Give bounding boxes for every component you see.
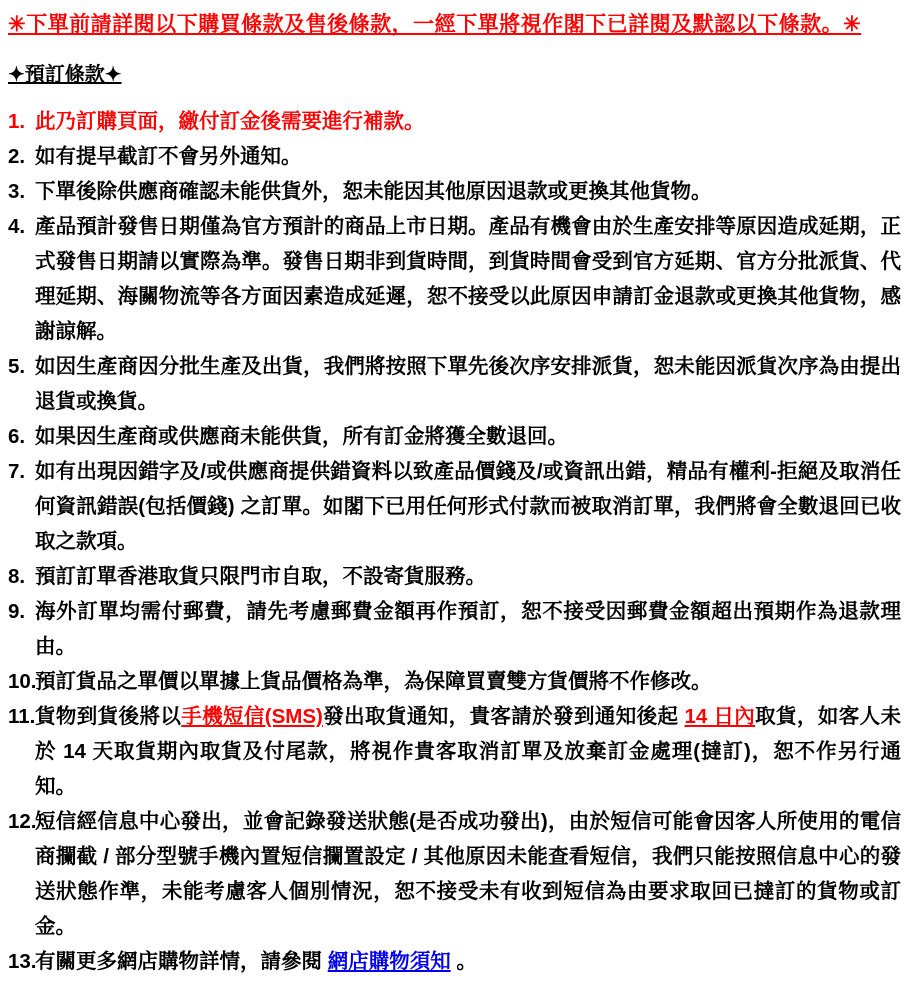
term-segment: 。 [450, 950, 477, 973]
term-number: 5. [8, 355, 26, 378]
term-text [35, 174, 901, 209]
term-item [8, 559, 901, 594]
term-item [8, 944, 901, 979]
term-segment: 有關更多網店購物詳情，請參閱 [35, 950, 328, 973]
term-segment: 下單後除供應商確認未能供貨外，恕未能因其他原因退款或更換其他貨物。 [35, 180, 712, 203]
term-item [8, 139, 901, 174]
term-text [35, 664, 901, 699]
term-segment: 如因生產商因分批生產及出貨，我們將按照下單先後次序安排派貨，恕未能因派貨次序為由提出退貨或換貨。 [35, 355, 901, 413]
term-number: 10. [8, 670, 37, 693]
term-number: 2. [8, 145, 26, 168]
term-number: 1. [8, 110, 26, 133]
term-number: 11. [8, 705, 36, 728]
term-item [8, 664, 901, 699]
term-item [8, 209, 901, 349]
term-item [8, 349, 901, 419]
term-number: 7. [8, 460, 26, 483]
term-text [35, 559, 901, 594]
term-item [8, 104, 901, 139]
section-title: ✦預訂條款✦ [8, 64, 122, 86]
term-number: 12. [8, 810, 37, 833]
term-segment: 海外訂單均需付郵費，請先考慮郵費金額再作預訂，恕不接受因郵費金額超出預期作為退款理由。 [35, 600, 901, 658]
term-text [35, 454, 901, 559]
store-shopping-guide-link[interactable]: 網店購物須知 [327, 950, 451, 973]
term-number: 3. [8, 180, 26, 203]
term-segment: 此乃訂購頁面，繳付訂金後需要進行補款。 [35, 110, 425, 133]
term-number: 6. [8, 425, 26, 448]
term-segment: 貨物到貨後將以 [35, 705, 182, 728]
term-number: 13. [8, 950, 37, 973]
term-text [35, 944, 901, 979]
term-text [35, 419, 901, 454]
term-item [8, 699, 901, 804]
term-number: 8. [8, 565, 26, 588]
term-segment: 產品預計發售日期僅為官方預計的商品上市日期。產品有機會由於生產安排等原因造成延期，正式發售日期請以實際為準。發售日期非到貨時間，到貨時間會受到官方延期、官方分批派貨、代理延期、海關物流等各方面因素造成延遲，恕不接受以此原因申請訂金退款或更換其他貨物，感謝諒解。 [35, 215, 901, 343]
term-text [35, 804, 901, 944]
term-segment: 如果因生產商或供應商未能供貨，所有訂金將獲全數退回。 [35, 425, 568, 448]
term-segment: 如有出現因錯字及/或供應商提供錯資料以致產品價錢及/或資訊出錯，精品有權利-拒絕及取消任何資訊錯誤(包括價錢) 之訂單。如閣下已用任何形式付款而被取消訂單，我們將會全數退回已收取之款項。 [35, 460, 901, 553]
term-segment: 14 日內 [684, 705, 756, 728]
term-text [35, 104, 901, 139]
term-number: 9. [8, 600, 26, 623]
term-text [35, 139, 901, 174]
term-text [35, 209, 901, 349]
term-segment: 預訂貨品之單價以單據上貨品價格為準，為保障買賣雙方貨價將不作修改。 [35, 670, 712, 693]
term-text [35, 349, 901, 419]
term-text [35, 699, 901, 804]
term-item [8, 174, 901, 209]
term-segment: 取貨，如客人未於 14 天取貨期內取貨及付尾款，將視作貴客取消訂單及放棄訂金處理(撻訂)，恕不作另行通知。 [35, 705, 901, 798]
page-title: ✳下單前請詳閱以下購買條款及售後條款，一經下單將視作閣下已詳閱及默認以下條款。✳ [8, 13, 862, 36]
term-segment: 短信經信息中心發出，並會記錄發送狀態(是否成功發出)，由於短信可能會因客人所使用的電信商攔截 / 部分型號手機內置短信攔置設定 / 其他原因未能查看短信，我們只能按照信息中心的發送狀態作準，未能考慮客人個別情況，恕不接受未有收到短信為由要求取回已撻訂的貨物或訂金。 [35, 810, 901, 938]
term-item [8, 419, 901, 454]
term-item [8, 594, 901, 664]
term-segment: 手機短信(SMS) [181, 705, 323, 728]
term-number: 4. [8, 215, 26, 238]
term-item [8, 454, 901, 559]
term-segment: 預訂訂單香港取貨只限門市自取，不設寄貨服務。 [35, 565, 486, 588]
terms-list [8, 104, 901, 979]
term-text [35, 594, 901, 664]
term-segment: 如有提早截訂不會另外通知。 [35, 145, 302, 168]
term-segment: 發出取貨通知，貴客請於發到通知後起 [322, 705, 685, 728]
term-item [8, 804, 901, 944]
